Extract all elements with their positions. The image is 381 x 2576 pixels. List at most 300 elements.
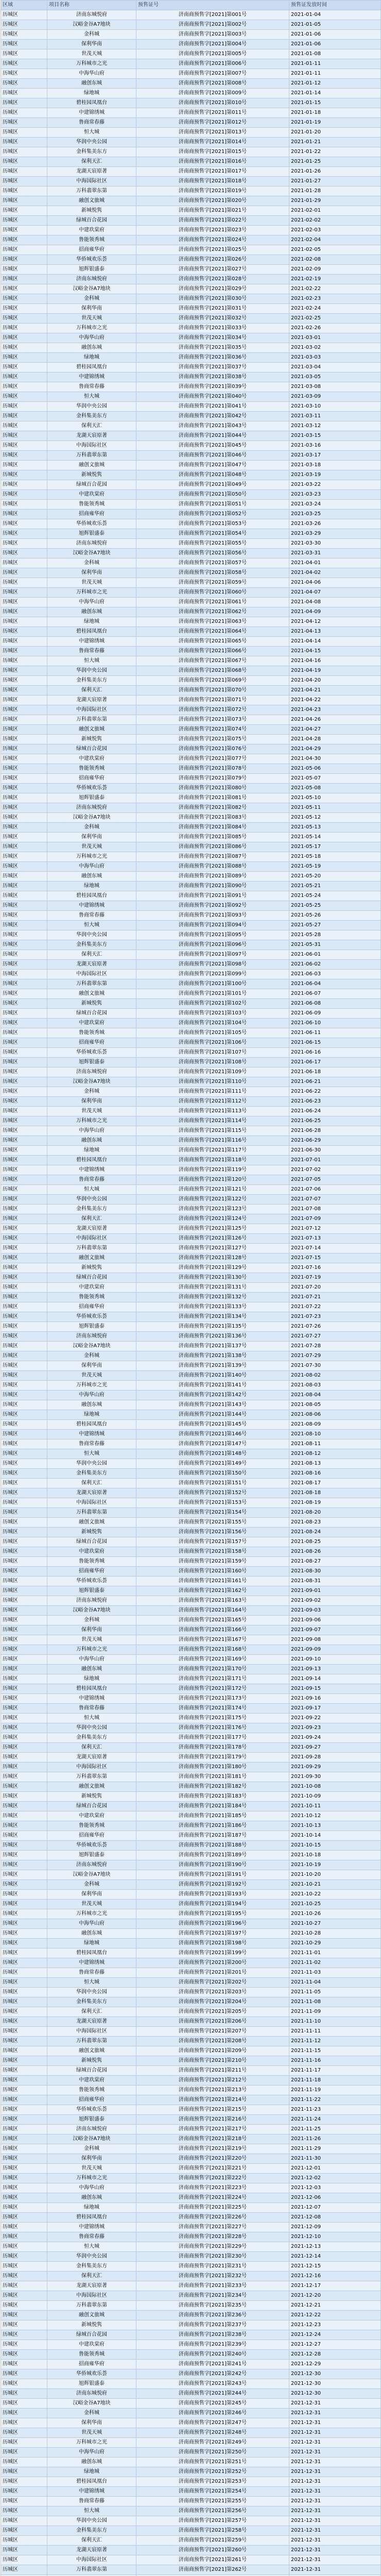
- table-row: [1, 2007, 381, 2017]
- cell-district: 历城区: [1, 1077, 47, 1087]
- cell-district: 历城区: [1, 1567, 47, 1577]
- cell-project-name: 新城悦隽: [47, 206, 136, 216]
- cell-permit-number: 济南商预售字[2021]第165号: [136, 1616, 289, 1625]
- cell-district: 历城区: [1, 333, 47, 343]
- table-row: [1, 412, 381, 421]
- cell-project-name: 旭辉银盛泰: [47, 2115, 136, 2125]
- cell-district: 历城区: [1, 1234, 47, 1244]
- table-row: [1, 2242, 381, 2252]
- cell-project-name: 济南东城悦府: [47, 1596, 136, 1606]
- cell-project-name: 鲁商常春藤: [47, 1439, 136, 1449]
- cell-project-name: 世茂天城: [47, 314, 136, 324]
- table-row: [1, 1978, 381, 1988]
- table-row: [1, 1841, 381, 1851]
- cell-issue-date: 2021-02-23: [289, 294, 381, 304]
- cell-permit-number: 济南商预售字[2021]第214号: [136, 2095, 289, 2105]
- cell-permit-number: 济南商预售字[2021]第032号: [136, 314, 289, 324]
- cell-permit-number: 济南商预售字[2021]第226号: [136, 2213, 289, 2223]
- table-row: [1, 1792, 381, 1802]
- cell-issue-date: 2021-05-19: [289, 862, 381, 872]
- cell-district: 历城区: [1, 470, 47, 480]
- cell-permit-number: 济南商预售字[2021]第117号: [136, 1146, 289, 1156]
- table-row: [1, 989, 381, 999]
- table-row: [1, 147, 381, 157]
- table-row: [1, 1077, 381, 1087]
- cell-issue-date: 2021-01-25: [289, 157, 381, 167]
- table-row: [1, 1498, 381, 1508]
- cell-project-name: 中建锦绣城: [47, 1694, 136, 1704]
- cell-district: 历城区: [1, 20, 47, 30]
- cell-district: 历城区: [1, 2115, 47, 2125]
- cell-project-name: 汉峪金谷A7地块: [47, 284, 136, 294]
- cell-issue-date: 2021-02-25: [289, 314, 381, 324]
- cell-issue-date: 2021-12-31: [289, 2428, 381, 2438]
- cell-permit-number: 济南商预售字[2021]第021号: [136, 206, 289, 216]
- table-header: [1, 1, 381, 10]
- cell-project-name: 龙湖天宸原著: [47, 2281, 136, 2291]
- cell-district: 历城区: [1, 147, 47, 157]
- table-row: [1, 1870, 381, 1880]
- table-row: [1, 1430, 381, 1439]
- cell-permit-number: 济南商预售字[2021]第047号: [136, 461, 289, 470]
- cell-project-name: 万科翡翠东第: [47, 715, 136, 725]
- cell-project-name: 中建玖棠府: [47, 1547, 136, 1557]
- cell-permit-number: 济南商预售字[2021]第210号: [136, 2056, 289, 2066]
- cell-district: 历城区: [1, 196, 47, 206]
- table-row: [1, 656, 381, 666]
- cell-project-name: 绿地城: [47, 353, 136, 363]
- cell-issue-date: 2021-10-19: [289, 1860, 381, 1870]
- cell-project-name: 金科城: [47, 823, 136, 833]
- cell-issue-date: 2021-04-14: [289, 637, 381, 647]
- table-row: [1, 1322, 381, 1332]
- cell-issue-date: 2021-10-27: [289, 1919, 381, 1929]
- cell-issue-date: 2021-06-07: [289, 989, 381, 999]
- cell-project-name: 绿地城: [47, 2467, 136, 2477]
- table-row: [1, 2115, 381, 2125]
- cell-permit-number: 济南商预售字[2021]第106号: [136, 1038, 289, 1048]
- cell-project-name: 万科城市之光: [47, 324, 136, 333]
- cell-permit-number: 济南商预售字[2021]第040号: [136, 392, 289, 402]
- cell-project-name: 融创东城: [47, 607, 136, 617]
- cell-project-name: 恒大城: [47, 2506, 136, 2516]
- header-project-name: 项目名称: [47, 1, 136, 10]
- cell-issue-date: 2021-10-18: [289, 1851, 381, 1860]
- cell-project-name: 融创东城: [47, 1136, 136, 1146]
- cell-project-name: 汉峪金谷A7地块: [47, 1606, 136, 1616]
- table-row: [1, 1811, 381, 1821]
- cell-issue-date: 2021-09-28: [289, 1753, 381, 1762]
- cell-permit-number: 济南商预售字[2021]第198号: [136, 1939, 289, 1948]
- cell-issue-date: 2021-10-28: [289, 1929, 381, 1939]
- cell-issue-date: 2021-10-26: [289, 1909, 381, 1919]
- cell-issue-date: 2021-01-28: [289, 187, 381, 196]
- cell-project-name: 华侨城欢乐荟: [47, 255, 136, 265]
- cell-district: 历城区: [1, 549, 47, 558]
- cell-district: 历城区: [1, 2105, 47, 2115]
- cell-issue-date: 2021-12-10: [289, 2232, 381, 2242]
- cell-issue-date: 2021-11-16: [289, 2056, 381, 2066]
- cell-permit-number: 济南商预售字[2021]第080号: [136, 784, 289, 793]
- cell-project-name: 碧桂园凤凰台: [47, 627, 136, 637]
- cell-project-name: 保利华南: [47, 1890, 136, 1900]
- cell-district: 历城区: [1, 979, 47, 989]
- cell-permit-number: 济南商预售字[2021]第225号: [136, 2203, 289, 2213]
- cell-district: 历城区: [1, 1684, 47, 1694]
- table-row: [1, 343, 381, 353]
- cell-permit-number: 济南商预售字[2021]第062号: [136, 607, 289, 617]
- cell-project-name: 济南东城悦府: [47, 2389, 136, 2399]
- cell-district: 历城区: [1, 2458, 47, 2467]
- cell-district: 历城区: [1, 882, 47, 891]
- cell-permit-number: 济南商预售字[2021]第262号: [136, 2565, 289, 2575]
- cell-permit-number: 济南商预售字[2021]第123号: [136, 1205, 289, 1214]
- cell-district: 历城区: [1, 970, 47, 979]
- cell-issue-date: 2021-01-26: [289, 167, 381, 177]
- cell-permit-number: 济南商预售字[2021]第144号: [136, 1410, 289, 1420]
- cell-district: 历城区: [1, 1518, 47, 1528]
- table-row: [1, 1224, 381, 1234]
- cell-district: 历城区: [1, 2536, 47, 2546]
- table-row: [1, 1616, 381, 1625]
- cell-district: 历城区: [1, 2183, 47, 2193]
- cell-project-name: 中海国际社区: [47, 441, 136, 451]
- cell-district: 历城区: [1, 2262, 47, 2272]
- table-row: [1, 2174, 381, 2183]
- cell-issue-date: 2021-06-08: [289, 999, 381, 1009]
- cell-permit-number: 济南商预售字[2021]第195号: [136, 1909, 289, 1919]
- table-row: [1, 950, 381, 960]
- cell-district: 历城区: [1, 1126, 47, 1136]
- cell-district: 历城区: [1, 69, 47, 79]
- cell-permit-number: 济南商预售字[2021]第130号: [136, 1273, 289, 1283]
- cell-project-name: 金科集美东方: [47, 1469, 136, 1479]
- cell-district: 历城区: [1, 676, 47, 686]
- cell-issue-date: 2021-08-09: [289, 1420, 381, 1430]
- cell-district: 历城区: [1, 1028, 47, 1038]
- cell-permit-number: 济南商预售字[2021]第014号: [136, 138, 289, 147]
- cell-district: 历城区: [1, 294, 47, 304]
- cell-permit-number: 济南商预售字[2021]第121号: [136, 1185, 289, 1195]
- cell-permit-number: 济南商预售字[2021]第190号: [136, 1860, 289, 1870]
- table-row: [1, 735, 381, 744]
- cell-issue-date: 2021-03-26: [289, 519, 381, 529]
- cell-project-name: 保利华南: [47, 40, 136, 49]
- cell-district: 历城区: [1, 2301, 47, 2311]
- cell-project-name: 华润中央公园: [47, 2516, 136, 2526]
- cell-issue-date: 2021-08-23: [289, 1518, 381, 1528]
- cell-issue-date: 2021-01-21: [289, 138, 381, 147]
- cell-issue-date: 2021-10-11: [289, 1802, 381, 1811]
- cell-permit-number: 济南商预售字[2021]第145号: [136, 1420, 289, 1430]
- cell-permit-number: 济南商预售字[2021]第097号: [136, 950, 289, 960]
- cell-project-name: 万科城市之光: [47, 588, 136, 598]
- cell-issue-date: 2021-12-31: [289, 2506, 381, 2516]
- cell-project-name: 保利华南: [47, 568, 136, 578]
- cell-project-name: 鲁能领秀城: [47, 1557, 136, 1567]
- table-row: [1, 2418, 381, 2428]
- cell-issue-date: 2021-12-31: [289, 2546, 381, 2555]
- cell-permit-number: 济南商预售字[2021]第151号: [136, 1479, 289, 1488]
- table-row: [1, 1479, 381, 1488]
- cell-permit-number: 济南商预售字[2021]第140号: [136, 1371, 289, 1381]
- cell-district: 历城区: [1, 1263, 47, 1273]
- cell-project-name: 金科集美东方: [47, 147, 136, 157]
- table-row: [1, 1880, 381, 1890]
- cell-permit-number: 济南商预售字[2021]第036号: [136, 353, 289, 363]
- cell-project-name: 中建锦绣城: [47, 372, 136, 382]
- table-row: [1, 2056, 381, 2066]
- cell-permit-number: 济南商预售字[2021]第247号: [136, 2418, 289, 2428]
- table-row: [1, 1469, 381, 1479]
- cell-district: 历城区: [1, 1156, 47, 1165]
- cell-project-name: 融创文旅城: [47, 1782, 136, 1792]
- cell-district: 历城区: [1, 1048, 47, 1058]
- cell-issue-date: 2021-09-09: [289, 1645, 381, 1655]
- table-row: [1, 930, 381, 940]
- cell-district: 历城区: [1, 764, 47, 774]
- table-row: [1, 1234, 381, 1244]
- cell-issue-date: 2021-12-30: [289, 2379, 381, 2389]
- cell-permit-number: 济南商预售字[2021]第256号: [136, 2506, 289, 2516]
- cell-issue-date: 2021-09-29: [289, 1762, 381, 1772]
- cell-issue-date: 2021-10-21: [289, 1880, 381, 1890]
- cell-permit-number: 济南商预售字[2021]第119号: [136, 1165, 289, 1175]
- cell-project-name: 新城悦隽: [47, 2056, 136, 2066]
- cell-project-name: 恒大城: [47, 128, 136, 138]
- cell-issue-date: 2021-06-11: [289, 1028, 381, 1038]
- cell-issue-date: 2021-06-09: [289, 1009, 381, 1019]
- cell-issue-date: 2021-11-29: [289, 2144, 381, 2154]
- cell-issue-date: 2021-12-13: [289, 2242, 381, 2252]
- cell-project-name: 绿城百合花园: [47, 1273, 136, 1283]
- cell-issue-date: 2021-12-31: [289, 2516, 381, 2526]
- cell-issue-date: 2021-03-16: [289, 441, 381, 451]
- cell-district: 历城区: [1, 1136, 47, 1146]
- table-row: [1, 392, 381, 402]
- cell-district: 历城区: [1, 343, 47, 353]
- cell-district: 历城区: [1, 754, 47, 764]
- cell-issue-date: 2021-10-29: [289, 1939, 381, 1948]
- cell-issue-date: 2021-01-19: [289, 118, 381, 128]
- cell-issue-date: 2021-09-30: [289, 1772, 381, 1782]
- cell-permit-number: 济南商预售字[2021]第023号: [136, 226, 289, 235]
- cell-issue-date: 2021-07-05: [289, 1175, 381, 1185]
- cell-permit-number: 济南商预售字[2021]第059号: [136, 578, 289, 588]
- cell-issue-date: 2021-05-21: [289, 882, 381, 891]
- cell-project-name: 华侨城欢乐荟: [47, 519, 136, 529]
- table-row: [1, 705, 381, 715]
- cell-permit-number: 济南商预售字[2021]第238号: [136, 2330, 289, 2340]
- table-row: [1, 441, 381, 451]
- cell-issue-date: 2021-04-13: [289, 627, 381, 637]
- cell-project-name: 中建锦绣城: [47, 901, 136, 911]
- cell-project-name: 保利华南: [47, 2418, 136, 2428]
- cell-permit-number: 济南商预售字[2021]第135号: [136, 1322, 289, 1332]
- cell-permit-number: 济南商预售字[2021]第220号: [136, 2154, 289, 2164]
- cell-permit-number: 济南商预售字[2021]第050号: [136, 490, 289, 500]
- header-row: [1, 1, 381, 10]
- cell-permit-number: 济南商预售字[2021]第090号: [136, 882, 289, 891]
- cell-district: 历城区: [1, 10, 47, 20]
- cell-permit-number: 济南商预售字[2021]第094号: [136, 921, 289, 930]
- cell-issue-date: 2021-08-10: [289, 1430, 381, 1439]
- table-row: [1, 2555, 381, 2565]
- table-row: [1, 304, 381, 314]
- cell-permit-number: 济南商预售字[2021]第249号: [136, 2438, 289, 2448]
- cell-project-name: 华润中央公园: [47, 1195, 136, 1205]
- table-row: [1, 754, 381, 764]
- cell-issue-date: 2021-11-12: [289, 2037, 381, 2046]
- cell-issue-date: 2021-03-08: [289, 382, 381, 392]
- cell-permit-number: 济南商预售字[2021]第028号: [136, 275, 289, 284]
- cell-issue-date: 2021-08-02: [289, 1371, 381, 1381]
- cell-district: 历城区: [1, 1410, 47, 1420]
- cell-project-name: 保利天汇: [47, 2536, 136, 2546]
- cell-project-name: 融创文旅城: [47, 1253, 136, 1263]
- cell-permit-number: 济南商预售字[2021]第189号: [136, 1851, 289, 1860]
- cell-permit-number: 济南商预售字[2021]第253号: [136, 2477, 289, 2487]
- table-row: [1, 744, 381, 754]
- cell-district: 历城区: [1, 1606, 47, 1616]
- cell-issue-date: 2021-04-12: [289, 617, 381, 627]
- cell-issue-date: 2021-11-03: [289, 1968, 381, 1978]
- table-row: [1, 382, 381, 392]
- table-row: [1, 793, 381, 803]
- cell-permit-number: 济南商预售字[2021]第204号: [136, 1997, 289, 2007]
- cell-issue-date: 2021-09-17: [289, 1704, 381, 1714]
- table-row: [1, 372, 381, 382]
- cell-issue-date: 2021-08-17: [289, 1479, 381, 1488]
- cell-permit-number: 济南商预售字[2021]第098号: [136, 960, 289, 970]
- cell-district: 历城区: [1, 2007, 47, 2017]
- cell-district: 历城区: [1, 2369, 47, 2379]
- cell-district: 历城区: [1, 1185, 47, 1195]
- cell-permit-number: 济南商预售字[2021]第191号: [136, 1870, 289, 1880]
- table-row: [1, 2301, 381, 2311]
- table-row: [1, 1342, 381, 1351]
- cell-permit-number: 济南商预售字[2021]第041号: [136, 402, 289, 412]
- cell-district: 历城区: [1, 1400, 47, 1410]
- cell-project-name: 金科城: [47, 1087, 136, 1097]
- cell-issue-date: 2021-03-03: [289, 353, 381, 363]
- cell-project-name: 旭辉银盛泰: [47, 1586, 136, 1596]
- table-row: [1, 2095, 381, 2105]
- table-row: [1, 1400, 381, 1410]
- cell-project-name: 中海华山府: [47, 598, 136, 607]
- cell-district: 历城区: [1, 2330, 47, 2340]
- cell-project-name: 招商雍华府: [47, 245, 136, 255]
- cell-permit-number: 济南商预售字[2021]第203号: [136, 1988, 289, 1997]
- cell-issue-date: 2021-03-05: [289, 372, 381, 382]
- table-row: [1, 1459, 381, 1469]
- cell-issue-date: 2021-05-10: [289, 793, 381, 803]
- cell-issue-date: 2021-02-05: [289, 245, 381, 255]
- table-row: [1, 1361, 381, 1371]
- cell-project-name: 保利华南: [47, 1625, 136, 1635]
- cell-project-name: 绿地城: [47, 1674, 136, 1684]
- cell-issue-date: 2021-04-26: [289, 715, 381, 725]
- cell-district: 历城区: [1, 2017, 47, 2027]
- table-row: [1, 1635, 381, 1645]
- cell-permit-number: 济南商预售字[2021]第244号: [136, 2389, 289, 2399]
- cell-district: 历城区: [1, 324, 47, 333]
- table-row: [1, 1116, 381, 1126]
- cell-district: 历城区: [1, 1332, 47, 1342]
- cell-district: 历城区: [1, 2311, 47, 2320]
- cell-issue-date: 2021-01-20: [289, 128, 381, 138]
- table-row: [1, 1547, 381, 1557]
- cell-district: 历城区: [1, 852, 47, 862]
- cell-issue-date: 2021-06-21: [289, 1077, 381, 1087]
- cell-district: 历城区: [1, 363, 47, 372]
- cell-project-name: 融创东城: [47, 2193, 136, 2203]
- cell-project-name: 金科城: [47, 1880, 136, 1890]
- cell-issue-date: 2021-11-25: [289, 2125, 381, 2134]
- cell-district: 历城区: [1, 177, 47, 187]
- cell-district: 历城区: [1, 725, 47, 735]
- cell-project-name: 保利华南: [47, 833, 136, 842]
- table-row: [1, 2516, 381, 2526]
- cell-district: 历城区: [1, 1919, 47, 1929]
- cell-district: 历城区: [1, 813, 47, 823]
- table-row: [1, 2213, 381, 2223]
- table-row: [1, 2164, 381, 2174]
- cell-district: 历城区: [1, 2046, 47, 2056]
- table-row: [1, 999, 381, 1009]
- cell-permit-number: 济南商预售字[2021]第081号: [136, 793, 289, 803]
- cell-permit-number: 济南商预售字[2021]第100号: [136, 979, 289, 989]
- cell-issue-date: 2021-03-25: [289, 510, 381, 519]
- cell-project-name: 中海国际社区: [47, 1762, 136, 1772]
- table-row: [1, 940, 381, 950]
- cell-project-name: 华润中央公园: [47, 930, 136, 940]
- cell-project-name: 汉峪金谷A7地块: [47, 2399, 136, 2409]
- cell-issue-date: 2021-06-16: [289, 1048, 381, 1058]
- cell-project-name: 保利华南: [47, 2154, 136, 2164]
- cell-project-name: 碧桂园凤凰台: [47, 1948, 136, 1958]
- cell-issue-date: 2021-01-11: [289, 69, 381, 79]
- cell-issue-date: 2021-01-06: [289, 40, 381, 49]
- cell-issue-date: 2021-04-22: [289, 696, 381, 705]
- cell-project-name: 旭辉银盛泰: [47, 793, 136, 803]
- cell-permit-number: 济南商预售字[2021]第088号: [136, 862, 289, 872]
- cell-district: 历城区: [1, 999, 47, 1009]
- cell-project-name: 绿地城: [47, 1146, 136, 1156]
- cell-issue-date: 2021-07-02: [289, 1165, 381, 1175]
- table-row: [1, 1694, 381, 1704]
- cell-permit-number: 济南商预售字[2021]第245号: [136, 2399, 289, 2409]
- cell-permit-number: 济南商预售字[2021]第161号: [136, 1577, 289, 1586]
- table-row: [1, 1733, 381, 1743]
- cell-permit-number: 济南商预售字[2021]第261号: [136, 2555, 289, 2565]
- table-row: [1, 842, 381, 852]
- cell-issue-date: 2021-05-18: [289, 852, 381, 862]
- cell-issue-date: 2021-10-25: [289, 1900, 381, 1909]
- cell-project-name: 中建玖棠府: [47, 754, 136, 764]
- cell-issue-date: 2021-05-07: [289, 774, 381, 784]
- cell-permit-number: 济南商预售字[2021]第202号: [136, 1978, 289, 1988]
- cell-district: 历城区: [1, 284, 47, 294]
- table-row: [1, 421, 381, 431]
- cell-district: 历城区: [1, 1665, 47, 1674]
- cell-permit-number: 济南商预售字[2021]第002号: [136, 20, 289, 30]
- cell-project-name: 招商雍华府: [47, 2095, 136, 2105]
- cell-project-name: 融创东城: [47, 79, 136, 89]
- cell-project-name: 中海国际社区: [47, 970, 136, 979]
- table-row: [1, 333, 381, 343]
- cell-issue-date: 2021-05-14: [289, 833, 381, 842]
